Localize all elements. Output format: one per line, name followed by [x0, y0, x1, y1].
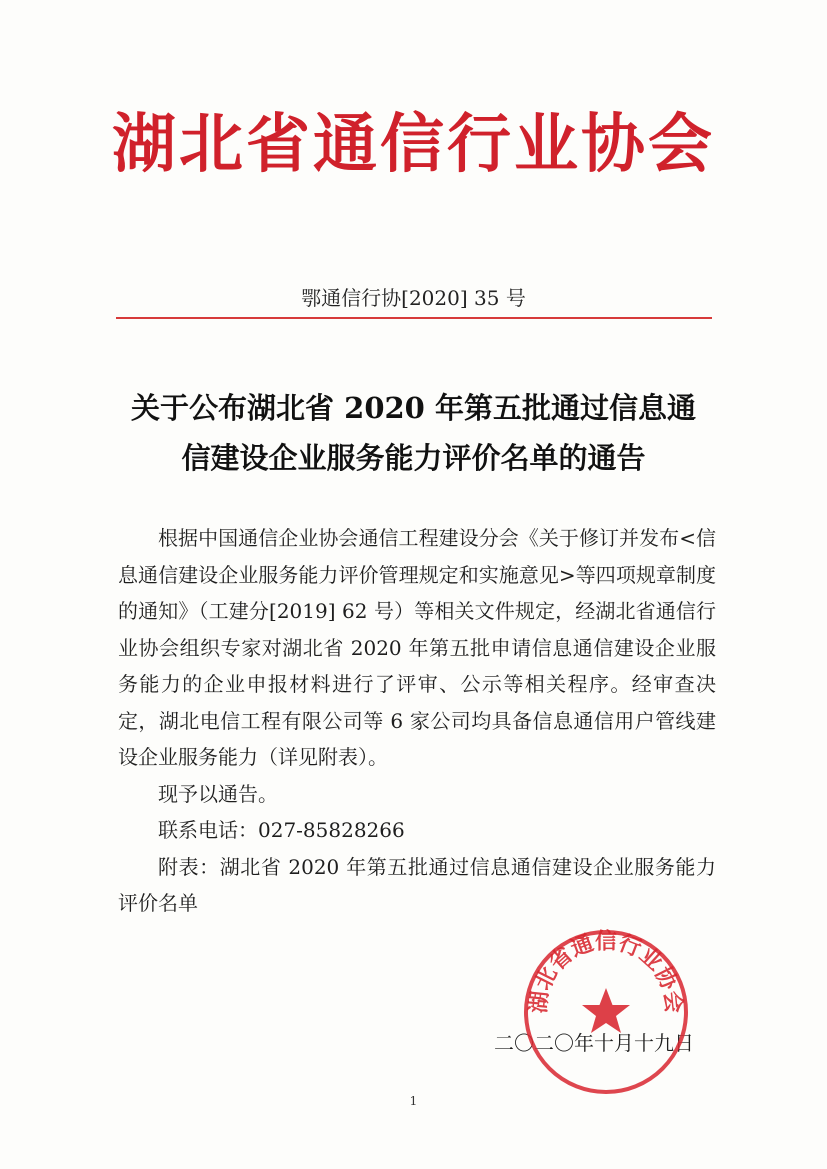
- page-number: 1: [409, 1094, 418, 1108]
- notice-title: [100, 383, 727, 483]
- issue-date: 二〇二〇年十月十九日: [494, 1031, 694, 1055]
- body-paragraph-2: 现予以通告。: [158, 781, 278, 806]
- official-seal: [522, 928, 690, 1096]
- contact-phone: 027-85828266: [258, 818, 405, 842]
- notice-body: [118, 520, 716, 922]
- contact-line: [118, 812, 716, 849]
- seal-star-icon: [582, 988, 630, 1033]
- notice-title-line1: 关于公布湖北省 2020 年第五批通过信息通: [131, 391, 696, 425]
- body-paragraph-1: 根据中国通信企业协会通信工程建设分会《关于修订并发布<信息通信建设企业服务能力评价管理规定和实施意见>等四项规章制度的通知》（工建分[2019] 62 号）等相关文件规定，经湖北省通信行业协会组织专家对湖北省 2020 年第五批申请信息通信建设企业服务能力的企业申报材料进行了评审、公示等相关程序。经审查决定，湖北电信工程有限公司等 6 家公司均具备信息通信用户管线建设企业服务能力（详见附表）。: [118, 526, 716, 769]
- organization-header: 湖北省通信行业协会: [112, 108, 715, 182]
- contact-label: 联系电话：: [158, 818, 258, 842]
- seal-text: 湖北省通信行业协会: [526, 929, 686, 1015]
- document-number: 鄂通信行协[2020] 35 号: [301, 286, 526, 310]
- header-divider: [116, 317, 712, 319]
- attachment-line: 附表：湖北省 2020 年第五批通过信息通信建设企业服务能力评价名单: [118, 854, 716, 915]
- notice-title-line2: 信建设企业服务能力评价名单的通告: [181, 441, 646, 475]
